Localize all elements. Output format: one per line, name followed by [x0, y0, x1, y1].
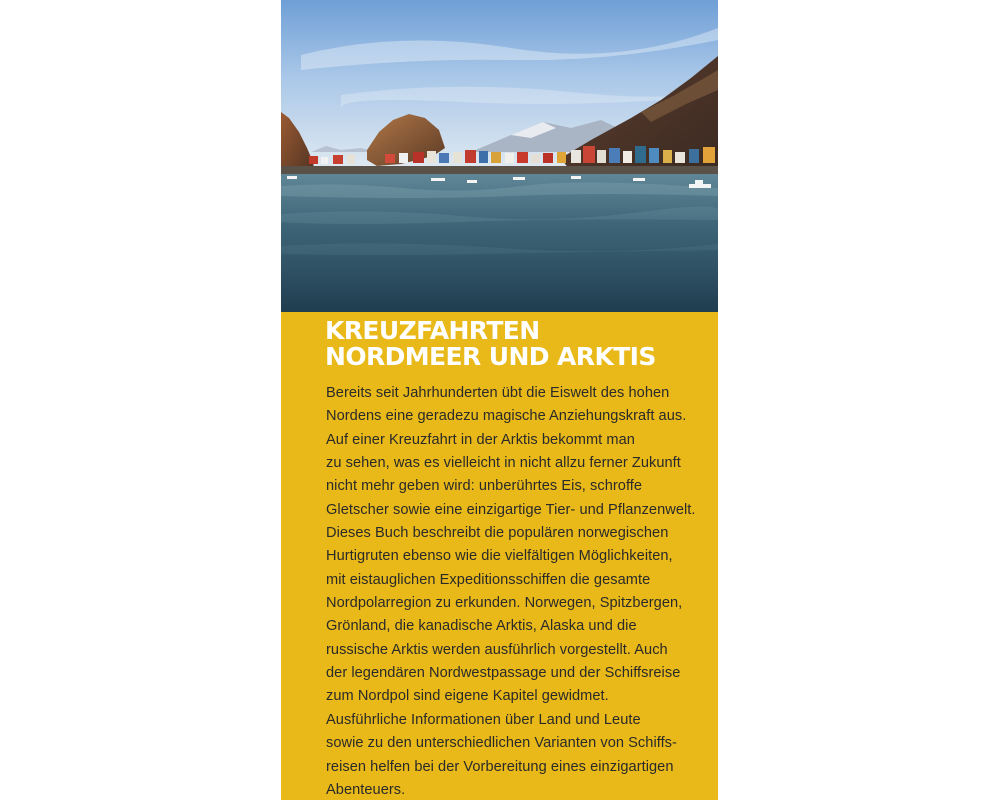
- blurb-line: mit eistauglichen Expeditionsschiffen die gesamte: [326, 571, 651, 588]
- blurb-line: Abenteuers.: [326, 781, 406, 798]
- blurb-line: Gletscher sowie eine einzigartige Tier- und Pflanzenwelt.: [326, 501, 696, 518]
- title-line: KREUZFAHRTEN: [325, 316, 540, 345]
- blurb-line: Nordens eine geradezu magische Anziehungskraft aus.: [326, 408, 687, 425]
- description-panel: [281, 312, 718, 800]
- blurb-line: Hurtigruten ebenso wie die vielfältigen Möglichkeiten,: [326, 548, 673, 565]
- title-line: NORDMEER UND ARKTIS: [325, 342, 656, 371]
- blurb-line: reisen helfen bei der Vorbereitung eines einzigartigen: [326, 758, 674, 775]
- blurb-line: Grönland, die kanadische Arktis, Alaska und die: [326, 618, 637, 635]
- blurb-line: zu sehen, was es vielleicht in nicht allzu ferner Zukunft: [326, 455, 681, 472]
- blurb-text: [326, 382, 711, 800]
- book-back-cover: [281, 0, 718, 800]
- book-title: [325, 318, 656, 370]
- blurb-line: der legendären Nordwestpassage und der Schiffsreise: [326, 665, 681, 682]
- blurb-line: Ausführliche Informationen über Land und Leute: [326, 711, 641, 728]
- blurb-line: Bereits seit Jahrhunderten übt die Eiswelt des hohen: [326, 385, 670, 401]
- blurb-line: Auf einer Kreuzfahrt in der Arktis bekommt man: [326, 431, 635, 448]
- blurb-line: russische Arktis werden ausführlich vorgestellt. Auch: [326, 641, 668, 658]
- blurb-line: sowie zu den unterschiedlichen Varianten von Schiffs-: [326, 735, 677, 752]
- blurb-line: Nordpolarregion zu erkunden. Norwegen, Spitzbergen,: [326, 595, 683, 612]
- blurb-line: nicht mehr geben wird: unberührtes Eis, schroffe: [326, 478, 643, 495]
- blurb-line: zum Nordpol sind eigene Kapitel gewidmet.: [326, 688, 609, 705]
- blurb-line: Dieses Buch beschreibt die populären norwegischen: [326, 525, 669, 542]
- harbor-photo: [281, 0, 718, 312]
